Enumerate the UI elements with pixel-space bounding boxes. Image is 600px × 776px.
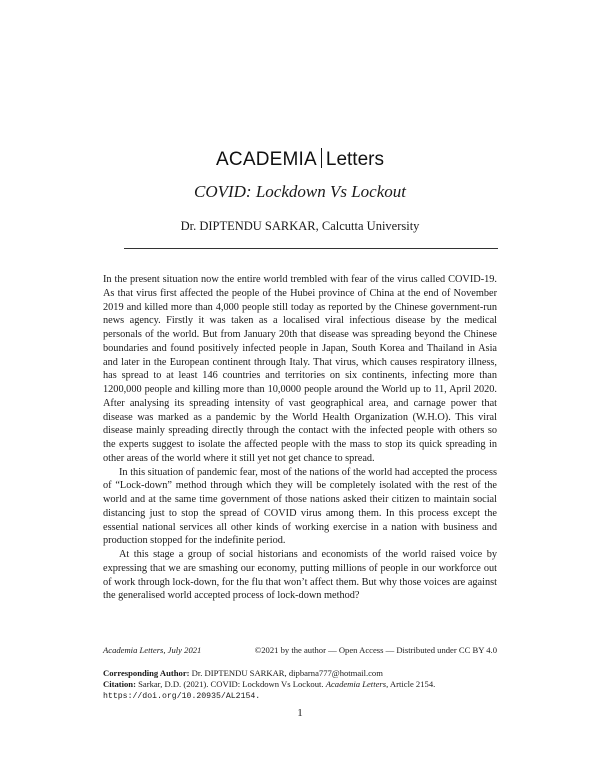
page-number: 1 — [297, 707, 303, 719]
header-divider — [321, 148, 322, 168]
doi-link[interactable]: https://doi.org/10.20935/AL2154. — [103, 692, 261, 702]
journal-date: Academia Letters, July 2021 — [103, 645, 202, 655]
corresponding-author — [103, 668, 523, 679]
citation-line — [103, 679, 523, 690]
doi-line — [103, 690, 523, 702]
citation-article: , Article 2154. — [386, 679, 436, 690]
journal-brand: ACADEMIA — [216, 149, 317, 170]
paragraph-3: At this stage a group of social historians and economists of the world raised voice by expressing that we are smashing our economy, putting millions of people in our workforce out of work through lock-down, for the flu that won’t affect them. But why those voices are against the generalised world accepted process of lock-down method? — [103, 549, 497, 602]
journal-header — [0, 148, 600, 172]
author-line: Dr. DIPTENDU SARKAR, Calcutta University — [180, 219, 420, 233]
article-body — [103, 273, 497, 603]
citation-journal: Academia Letters — [325, 679, 387, 690]
license-text: ©2021 by the author — Open Access — Distributed under CC BY 4.0 — [254, 645, 497, 655]
corresponding-label: Corresponding Author: — [103, 668, 190, 678]
article-title: COVID: Lockdown Vs Lockout — [193, 182, 406, 201]
citation-block — [103, 668, 523, 703]
citation-text: Sarkar, D.D. (2021). COVID: Lockdown Vs Lockout. — [138, 679, 324, 690]
paragraph-2: In this situation of pandemic fear, most of the nations of the world had accepted the process of “Lock-down” method through which they will be completely isolated with the rest of the world and at the same time government of those nations asked their citizen to maintain social distancing just to stop the spread of COVID virus among them. In this process except the essential national services all other kinds of working exercise in a nation with business and production stopped for the indefinite period. — [103, 466, 497, 547]
paragraph-1: In the present situation now the entire world trembled with fear of the virus called COVID-19. As that virus first affected the people of the Hubei province of China at the end of November 2019 and killed more than 4,000 people still today as reported by the Chinese government-run news agency. Firstly it was taken as a localised viral infectious disease by the medical personals of the world. But from January 20th that disease was spreading beyond the Chinese boundaries and found positively infected people in Japan, South Korea and Thailand in Asia and later in the European continent through Italy. That virus, which causes respiratory illness, has spread to at least 146 countries and territories on six continents, infecting more than 1200,000 people and killing more than 10,0000 people around the World up to 11, April 2020. After analysing its spreading intensity of vast geographical area, and carnage power that disease was marked as a pandemic by the World Health Organization (W.H.O). This viral disease mainly spreading directly through the contact with the infected people with others so the experts suggest to isolate the affected people with the mass to stop its quick spreading in other areas of the world where it still yet not get chance to spread. — [103, 274, 497, 464]
corresponding-value: Dr. DIPTENDU SARKAR, dipbarna777@hotmail.com — [191, 668, 383, 678]
citation-label: Citation: — [103, 679, 136, 690]
header-rule — [124, 248, 498, 249]
journal-section: Letters — [325, 149, 384, 170]
